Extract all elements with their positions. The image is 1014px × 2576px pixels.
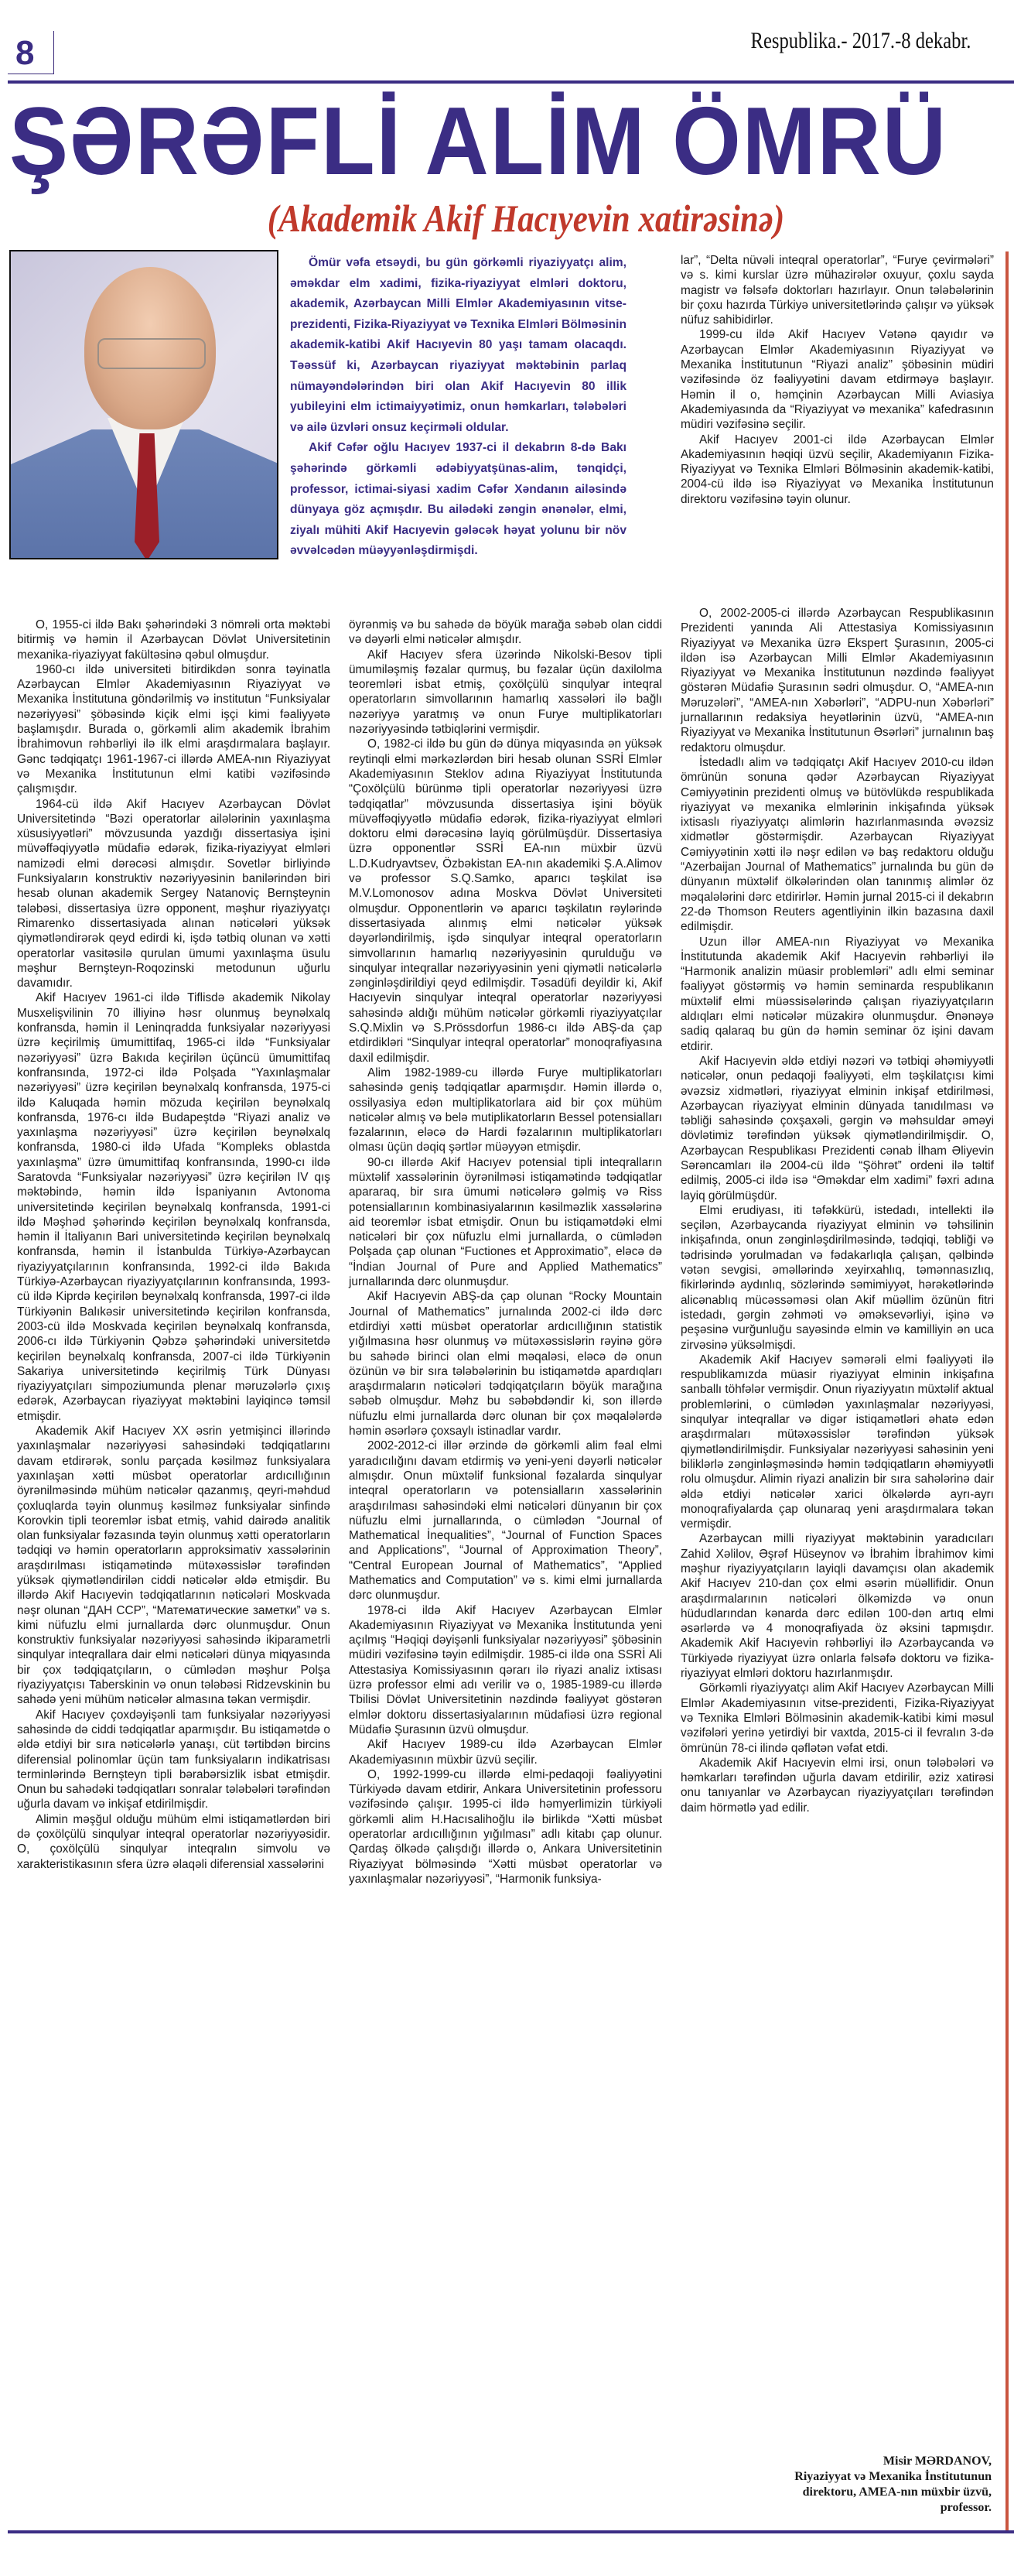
body-paragraph: Akif Hacıyev 2001-ci ildə Azərbaycan Elmlər Akademiyasının həqiqi üzvü seçilir, Akademiyanın Fizika-Riyaziyyat və Texnika Elmləri Bölməsinin akademik-katibi, 2004-cü ildə isə Riyaziyyat və Mexanika İnstitutunun direktoru vəzifəsinə təyin olunur. [681, 433, 994, 506]
body-paragraph: Görkəmli riyaziyyatçı alim Akif Hacıyev Azərbaycan Milli Elmlər Akademiyasının vitse-prezidenti, Fizika-Riyaziyyat və Texnika Elmləri Bölməsinin akademik-katibi kimi məsul vəzifələri yerinə yetirdiyi bir vaxtda, 2015-ci il fevralın 3-də ömrünün 78-ci ilində qəflətən vəfat etdi. [681, 1681, 994, 1755]
body-paragraph: Akif Hacıyev 1961-ci ildə Tiflisdə akademik Nikolay Musxelişvilinin 70 illiyinə həsr olunmuş beynəlxalq konfransda, həmin il Leninqradda funksiyalar nəzəriyyəsi üzrə keçirilmiş ümumittifaq, 1965-ci ildə “Funksiyalar nəzəriyyəsi” üzrə Bakıda keçirilən üçüncü ümumittifaq konfransında, 1972-ci ildə Polşada “Yaxınlaşmalar nəzəriyyəsi” üzrə keçirilən beynəlxalq konfransda, 1975-ci ildə Kaluqada həmin mözuda keçirilən beynəlxalq konfransda, 1976-cı ildə Budapeştdə “Riyazi analiz və yaxınlaşma nəzəriyyəsi” üzrə keçirilən beynəlxalq konfransda, 1980-ci ildə Ufada “Kompleks oblastda yaxınlaşma” üzrə ümumittifaq konfransında, 1990-cı ildə Saratovda “Funksiyalar nəzəriyyəsi” üzrə keçirilən IV qış məktəbində, həmin ildə İspaniyanın Avtonoma universitetində keçirilən beynəlxalq konfransda, 1991-ci ildə Məşhəd şəhərində keçirilən beynəlxalq konfransda, həmin il İtaliyanın Bari universitetində keçirilən beynəlxalq konfransda, həmin il İstanbulda Türkiyə-Azərbaycan riyaziyyatçılarının konfransında, 1992-ci ildə Bakıda Türkiyə-Azərbaycan riyaziyyatçılarının konfransında, 1993-cü ildə Kiprdə keçirilən beynəlxalq konfransda, 1997-ci ildə Türkiyənin Balıkəsir universitetində keçirilən konfransda, 2003-cü ildə Moskvada keçirilən beynəlxalq konfransda, 2006-cı ildə Türkiyənin Qəbzə şəhərindəki universitetdə keçirilən beynəlxalq konfransda, 2007-ci ildə Türkiyənin Sakariya universitetində keçirilmiş Türk Dünyası riyaziyyatçıları simpoziumunda plenar məruzələrlə çıxış edərək, Azərbaycan riyaziyyat məktəbini layiqincə təmsil etmişdir. [17, 991, 330, 1423]
article-subtitle: (Akademik Akif Hacıyevin xatirəsinə) [267, 197, 785, 240]
body-paragraph: O, 1982-ci ildə bu gün də dünya miqyasında ən yüksək reytinqli elmi mərkəzlərdən biri hesab olunan SSRİ Elmlər Akademiyasının Steklov adına Riyaziyyat İnstitutunda “Çoxölçülü bürünmə tipli operatorlar nəzəriyyəsi üzrə tədqiqatlar” mövzusunda dissertasiya işini böyük müvəffəqiyyətlə müdafiə edərək, fizika-riyaziyyat elmləri doktoru elmi dərəcəsinə layiq görülmüşdür. Dissertasiya üzrə opponentlər SSRİ EA-nın müxbir üzvü L.D.Kudryavtsev, Özbəkistan EA-nın akademiki Ş.A.Alimov və professor S.Q.Samko, aparıcı təşkilat isə M.V.Lomonosov adına Moskva Dövlət Universiteti olmuşdur. Opponentlərin və aparıcı təşkilatın rəylərində dissertasiyada alınmış elmi nəticələr yüksək dəyərləndirilmiş, işdə sinqulyar inteqral operatorların simvollarının hamarlıq nəzəriyyəsinin qurulduğu və sinqulyar inteqrallar nəzəriyyəsinin yeni qiymətli nəticələrlə zənginləşdirildiyi qeyd edilmişdir. Təsadüfi deyildir ki, Akif Hacıyevin sinqulyar inteqral operatorlar nəzəriyyəsi sahəsində aldığı mühüm nəticələr görkəmli riyaziyyatçılar S.Q.Mixlin və S.Prössdorfun 1986-cı ildə ABŞ-da çap etdirdikləri “Sinqulyar inteqral operatorlar” monoqrafiyasına daxil edilmişdir. [349, 737, 662, 1065]
body-paragraph: Akademik Akif Hacıyev XX əsrin yetmişinci illərində yaxınlaşmalar nəzəriyyəsi sahəsindəki tədqiqatlarını davam etdirərək, sonlu parçada kəsilməz funksiyalara yaxınlaşan xətti müsbət operatorlar ardıcıllığının öyrənilməsində mühüm nəticələr qazanmış, qeyri-məhdud çoxluqlarda təyin olunmuş kəsilməz funksiyalar sinfində Korovkin tipli teoremlər isbat etmiş, vahid dairədə analitik olan funksiyalar fəzasında təyin olunmuş xətti operatorların tədqiqi və həmin operatorların approksimativ xassələrinin araşdırılması istiqamətində mütəxəssislər tərəfindən yüksək qiymətləndirilən ciddi nəticələr əldə etmişdir. Bu illərdə Akif Hacıyevin tədqiqatlarının nəticələri Moskvada nəşr olunan “ДАН ССР”, “Математические заметки” və s. kimi nüfuzlu elmi jurnallarda dərc olunmuşdur. Onun konstruktiv funksiyalar nəzəriyyəsi sahəsində ikiparametrli sinqulyar inteqrallara dair elmi nəticələri dünya miqyasında bir çox tədqiqatçıların, o cümlədən məşhur Polşa riyaziyyatçısı Taberskinin və onun tələbəsi Ridzevskinin bu sahədə yeni mühüm nəticələr almasına təkan vermişdir. [17, 1425, 330, 1707]
body-paragraph: İstedadlı alim və tədqiqatçı Akif Hacıyev 2010-cu ildən ömrünün sonuna qədər Azərbaycan Riyaziyyat Cəmiyyətinin prezidenti olmuş və bütövlükdə respublikada riyaziyyat və mexanika elmlərinin inkişafında yüksək ixtisaslı riyaziyyatçı alimlərin hazırlanmasında əvəzsiz xidmətlər göstərmişdir. Azərbaycan Riyaziyyat Cəmiyyətinin xətti ilə nəşr edilən və baş redaktoru olduğu “Azerbaijan Journal of Mathematics” jurnalında bu gün də dünyanın müxtəlif ölkələrindən olan tanınmış alimlər öz məqalələrini dərc etdirirlər. Həmin jurnal 2015-ci il dekabrın 22-də Thomson Reuters agentliyinin ilkin bazasına daxil edilmişdir. [681, 755, 994, 934]
body-paragraph: Akif Hacıyev sfera üzərində Nikolski-Besov tipli ümumiləşmiş fəzalar qurmuş, bu fəzalar üçün daxilolma teoremləri isbat etmiş, çoxölçülü sinqulyar inteqral operatorların simvollarının hamarlıq xassələri ilə bağlı nəzəriyyə yaratmış və onun Furye multiplikatorları nəzəriyyəsində tətbiqlərini vermişdir. [349, 648, 662, 737]
publication-date: Respublika.- 2017.-8 dekabr. [750, 28, 971, 53]
top-divider [8, 80, 1014, 84]
author-name: Misir MƏRDANOV, [883, 2455, 992, 2468]
body-paragraph: Alimin məşğul olduğu mühüm elmi istiqamətlərdən biri də çoxölçülü sinqulyar inteqral operatorlar nəzəriyyəsidir. O, çoxölçülü sinqulyar inteqralın simvolu və xarakteristikasının sfera üzrə əlaqəli diferensial xassələrini [17, 1812, 330, 1871]
lead-paragraph: Ömür vəfa etsəydi, bu gün görkəmli riyaziyyatçı alim, əməkdar elm xadimi, fizika-riyaziyyat elmləri doktoru, akademik, Azərbaycan Milli Elmlər Akademiyasının vitse-prezidenti, Fizika-Riyaziyyat və Texnika Elmləri Bölməsinin akademik-katibi Akif Hacıyevin 80 yaşı tamam olacaqdı. Təəssüf ki, Azərbaycan riyaziyyat məktəbinin parlaq nümayəndələrindən biri olan Akif Hacıyevin 80 illik yubileyini elm ictimaiyyətimiz, onun həmkarları, tələbələri və ailə üzvləri onsuz keçirməli oldular. [290, 256, 626, 434]
page-number: 8 [15, 34, 35, 72]
author-title: Riyaziyyat və Mexanika İnstitutunun [794, 2470, 992, 2483]
body-paragraph: lar”, “Delta nüvəli inteqral operatorlar”, “Furye çevirmələri” və s. kimi kurslar üzrə mühazirələr oxuyur, çoxlu sayda magistr və fəlsəfə doktorları hazırlayır. Onun tələbələrinin bir çoxu hazırda Türkiyə universitetlərində çalışır və yüksək nüfuz sahibidirlər. [681, 254, 994, 327]
body-paragraph: O, 2002-2005-ci illərdə Azərbaycan Respublikasının Prezidenti yanında Ali Attestasiya Komissiyasının Riyaziyyat və Mexanika üzrə Ekspert Şurasının, 2005-ci ildən isə Azərbaycan Milli Elmlər Akademiyasının Riyaziyyat və Mexanika İnstitutunun nəzdində fəaliyyət göstərən Müdafiə Şurasının sədri olmuşdur. O, “AMEA-nın Məruzələri”, “AMEA-nın Xəbərləri”, “ADPU-nun Xəbərləri” jurnallarının redaksiya heyətlərinin üzvü, “AMEA-nın Riyaziyyat və Mexanika İnstitutunun Əsərləri” jurnalının baş redaktoru olmuşdur. [681, 607, 994, 754]
body-column-3-bottom [681, 606, 994, 1815]
body-paragraph: Akademik Akif Hacıyev səmərəli elmi fəaliyyəti ilə respublikamızda müasir riyaziyyat elminin inkişafına sanballı töhfələr vermişdir. Onun riyaziyyatın müxtəlif aktual problemlərini, o cümlədən yaxınlaşmalar nəzəriyyəsi, sinqulyar inteqrallar və digər istiqamətləri əhatə edən araşdırmaları mütəxəssislər tərəfindən yüksək qiymətləndirilmişdir. Funksiyalar nəzəriyyəsi sahəsinin yeni biliklərlə zənginləşməsində həmin tədqiqatların əhəmiyyətli rolu olmuşdur. Alimin riyazi analizin bir sıra sahələrinə dair əldə etdiyi nəticələr xarici ölkələrdə ayrı-ayrı monoqrafiyalarda çap olunaraq yeni araşdırmalara təkan vermişdir. [681, 1353, 994, 1531]
body-paragraph: Akademik Akif Hacıyevin elmi irsi, onun tələbələri və həmkarları tərəfindən uğurla davam etdirilir, əziz xatirəsi onu tanıyanlar və Azərbaycan riyaziyyatçıları tərəfindən daim hörmətlə yad edilir. [681, 1756, 994, 1815]
body-paragraph: O, 1992-1999-cu illərdə elmi-pedaqoji fəaliyyətini Türkiyədə davam etdirir, Ankara Universitetinin professoru vəzifəsində çalışır. 1995-ci ildə həmyerlimizin türkiyəli görkəmli alim H.Hacısalihoğlu ilə birlikdə “Xətti müsbət operatorlar ardıcıllığının yığılması” adlı kitabı çap olunur. Qardaş ölkədə çalışdığı illərdə o, Ankara Universitetinin Riyaziyyat bölməsində “Xətti müsbət operatorlar və yaxınlaşmalar nəzəriyyəsi”, “Harmonik funksiya- [349, 1767, 662, 1886]
body-paragraph: Azərbaycan milli riyaziyyat məktəbinin yaradıcıları Zahid Xəlilov, Əşrəf Hüseynov və İbrahim İbrahimov kimi məşhur riyaziyyatçıların layiqli davamçısı olan akademik Akif Hacıyev 210-dan çox elmi əsərin müəllifidir. Onun araşdırmalarının nəticələri ölkəmizdə və onun hüdudlarından kənarda dərc edilən 100-dən artıq elmi əsərlərdə və 4 monoqrafiyada öz əksini tapmışdır. Akademik Akif Hacıyevin rəhbərliyi ilə Azərbaycanda və Türkiyədə riyaziyyat üzrə onlarla fəlsəfə doktoru və fizika-riyaziyyat elmləri doktoru hazırlanmışdır. [681, 1532, 994, 1681]
portrait-photo [9, 250, 278, 559]
right-accent-border [1005, 251, 1009, 2530]
body-paragraph: Akif Hacıyevin ABŞ-da çap olunan “Rocky Mountain Journal of Mathematics” jurnalında 2002-ci ildə dərc etdirdiyi xətti müsbət operatorlar ardıcıllığının statistik yığılmasına həsr olunmuş və mütəxəssislərin rəyinə görə bu sahədə birinci olan elmi məqaləsi, eləcə də onun özünün və bir sıra tələbələrinin bu istiqamətdə apardıqları araşdırmaların nəticələri tədqiqatçıların böyük marağına səbəb olmuşdur. Məhz bu səbəbdəndir ki, son illərdə nüfuzlu elmi jurnallarda dərc olunan bir çox məqalələrdə həmin əsərlərə çoxsaylı istinadlar vardır. [349, 1290, 662, 1439]
body-paragraph: O, 1955-ci ildə Bakı şəhərindəki 3 nömrəli orta məktəbi bitirmiş və həmin il Azərbaycan Dövlət Universitetinin mexanika-riyaziyyat fakültəsinə qəbul olmuşdur. [17, 618, 330, 662]
body-paragraph: 90-cı illərdə Akif Hacıyev potensial tipli inteqralların müxtəlif xassələrinin öyrənilməsi istiqamətində tədqiqatlar apararaq, bir sıra ümumi nəticələrə gəlmiş və Riss potensiallarının kombinasiyalarının kəsilməzlik xassələrinə aid teoremlər isbat etmişdir. Onun bu istiqamətdəki elmi nəticələri bir çox nüfuzlu elmi jurnallarda, o cümlədən Polşada çap olunan “Fuctiones et Approximatio”, eləcə də “İndian Journal of Pure and Applied Mathematics” jurnallarında dərc olunmuşdur. [349, 1155, 662, 1289]
body-column-3-top [681, 253, 994, 507]
body-paragraph: Akif Hacıyev çoxdəyişənli tam funksiyalar nəzəriyyəsi sahəsində də ciddi tədqiqatlar aparmışdır. Bu istiqamətdə o əldə etdiyi bir sıra nəticələrlə yanaşı, cüt tərtibdən bircins diferensial polinomlar üçün tam funksiyaların indikatrisası terminlərində Bernşteyn tipli bərabərsizlik isbat etmişdir. Onun bu sahədəki tədqiqatları sonralar tələbələri tərəfindən uğurla davam və inkişaf etdirilmişdir. [17, 1708, 330, 1811]
body-paragraph: Elmi erudiyası, iti təfəkkürü, istedadı, intellekti ilə seçilən, Azərbaycanda riyaziyyat elminin və təhsilinin inkişafında, onun zənginləşdirilməsində, tədqiqi, təbliği və tədrisində yorulmadan və fədakarlıqla çalışan, qəlbində vətən sevgisi, əməllərində xeyirxahlıq, təmənnasızlıq, fikirlərində aydınlıq, sözlərində səmimiyyət, hərəkətlərində alicənablıq mücəssəməsi olan Akif müəllim özünün fitri istedadı, gərgin zəhməti və əməksevərliyi, işinə və peşəsinə vurğunluğu sayəsində elmin və kamilliyin ən uca zirvəsinə yüksəlmişdi. [681, 1203, 994, 1352]
body-paragraph: 1964-cü ildə Akif Hacıyev Azərbaycan Dövlət Universitetində “Bəzi operatorlar ailələrinin yaxınlaşma xüsusiyyətləri” mövzusunda yazdığı dissertasiya işini müvəffəqiyyətlə müdafiə edərək, fizika-riyaziyyat elmləri namizədi elmi dərəcəsi almışdır. Sovetlər birliyində Funksiyaların konstruktiv nəzəriyyəsinin banilərindən biri hesab olunan akademik Sergey Natanoviç Bernşteynin tələbəsi, dissertasiya üzrə opponent, məşhur riyaziyyatçı Rimarenko dissertasiyada alınan nəticələri yüksək qiymətləndirərək qeyd edirdi ki, işdə tətbiq olunan və xətti operatorlar vasitəsilə qurulan ümumi yaxınlaşma üsulu məşhur Bernşteyn-Roqozinski metodunun uğurlu davamıdır. [17, 797, 330, 990]
body-paragraph: 1999-cu ildə Akif Hacıyev Vətənə qayıdır və Azərbaycan Elmlər Akademiyasının Riyaziyyat və Mexanika İnstitutunun “Riyazi analiz” şöbəsinin müdiri vəzifəsində öz fəaliyyətini davam etdirməyə başlayır. Həmin il o, həmçinin Azərbaycan Milli Aviasiya Akademiyasında da “Riyaziyyat və mexanika” kafedrasının müdiri vəzifəsinə seçilir. [681, 328, 994, 432]
author-signature [794, 2454, 992, 2516]
portrait-glasses [97, 338, 206, 369]
body-paragraph: Alim 1982-1989-cu illərdə Furye multiplikatorları sahəsində geniş tədqiqatlar aparmışdır. Həmin illərdə o, ossilyasiya edən multiplikatorlara aid bir çox mühüm nəticələr almış və belə mutiplikatorların Bessel potensialları fəzalarının, eləcə də Hardi fəzalarının multiplikatorları olması üçün dəqiq şərtlər müəyyən etmişdir. [349, 1066, 662, 1155]
article-headline: ŞƏRƏFLİ ALİM ÖMRÜ [9, 88, 947, 195]
body-paragraph: Uzun illər AMEA-nın Riyaziyyat və Mexanika İnstitutunda akademik Akif Hacıyevin rəhbərliyi ilə “Harmonik analizin müasir problemləri” adlı elmi seminar fəaliyyət göstərmiş və həmin seminarda respublikanın müxtəlif elmi müəssisələrində çalışan riyaziyyatçıların aldıqları elmi nəticələr müzakirə olunmuşdur. Ənənəyə sadiq qalaraq bu gün də həmin seminar öz işini davam etdirir. [681, 935, 994, 1053]
body-column-2 [349, 617, 662, 1887]
lead-paragraph: Akif Cəfər oğlu Hacıyev 1937-ci il dekabrın 8-də Bakı şəhərində görkəmli ədəbiyyatşünas-alim, tənqidçi, professor, ictimai-siyasi xadim Cəfər Xəndanın ailəsində dünyaya göz açmışdır. Bu ailədəki zəngin ənənələr, elmi, ziyalı mühiti Akif Hacıyevin gələcək həyat yolunu bir növ əvvəlcədən müəyyənləşdirmişdi. [290, 441, 626, 558]
body-paragraph: 1978-ci ildə Akif Hacıyev Azərbaycan Elmlər Akademiyasının Riyaziyyat və Mexanika İnstitutunda yeni açılmış “Həqiqi dəyişənli funksiyalar nəzəriyyəsi” şöbəsinin müdiri vəzifəsinə təyin edilmişdir. 1985-ci ildə ona SSRİ Ali Attestasiya Komissiyasının qərarı ilə riyazi analiz ixtisası üzrə professor elmi adı verilir və o, 1985-1989-cu illərdə Tbilisi Dövlət Universitetinin nəzdində fəaliyyət göstərən elmlər doktoru dissertasiyalarının müdafiəsi üzrə regional Müdafiə Şurasının üzvü olmuşdur. [349, 1603, 662, 1736]
body-column-1 [17, 617, 330, 1872]
bottom-divider [8, 2530, 1014, 2533]
body-paragraph: Akif Hacıyev 1989-cu ildə Azərbaycan Elmlər Akademiyasının müxbir üzvü seçilir. [349, 1738, 662, 1767]
body-paragraph: 1960-cı ildə universiteti bitirdikdən sonra təyinatla Azərbaycan Elmlər Akademiyasının Riyaziyyat və Mexanika İnstitutuna göndərilmiş və institutun “Funksiyalar nəzəriyyəsi” şöbəsində kiçik elmi işçi kimi fəaliyyətə başlamışdır. Burada o, görkəmli alim akademik İbrahim İbrahimovun rəhbərliyi ilə ilk elmi araşdırmalara başlayır. Gənc tədqiqatçı 1961-1967-ci illərdə AMEA-nın Riyaziyyat və Mexanika İnstitutunun elmi katibi vəzifəsində çalışmışdır. [17, 662, 330, 796]
body-paragraph: 2002-2012-ci illər ərzində də görkəmli alim fəal elmi yaradıcılığını davam etdirmiş və yeni-yeni dəyərli nəticələr almışdır. Onun müxtəlif funksional fəzalarda sinqulyar inteqral operatorların və potensialların xassələrinin araşdırılması sahəsindəki elmi nəticələri dünyanın bir çox nüfuzlu elmi jurnallarında, o cümlədən “Journal of Mathematical İnequalities”, “Journal of Function Spaces and Applications”, “Journal of Approximation Theory”, “Central European Journal of Mathematics”, “Applied Mathematics and Computation” və s. kimi elmi jurnallarda dərc olunmuşdur. [349, 1439, 662, 1603]
body-paragraph: öyrənmiş və bu sahədə də böyük marağa səbəb olan ciddi və dəyərli elmi nəticələr almışdır. [349, 618, 662, 647]
author-title: professor. [940, 2501, 992, 2514]
body-paragraph: Akif Hacıyevin əldə etdiyi nəzəri və tətbiqi əhəmiyyətli nəticələr, onun pedaqoji fəaliyyəti, elm təşkilatçısı kimi əvəzsiz xidmətləri, riyaziyyat elminin inkişaf etdirilməsi, Azərbaycan riyaziyyat elminin dünyada tanıdılması və təbliği sahəsində çoxşaxəli, gərgin və məhsuldar əməyi dövlətimiz tərəfindən yüksək qiymətləndirilmişdir. O, Azərbaycan Respublikası Prezidenti cənab İlham Əliyevin Sərəncamları ilə 2004-cü ildə “Şöhrət” ordeni ilə təltif edilmiş, 2005-ci ildə isə “Əməkdar elm xadimi” fəxri adına layiq görülmüşdür. [681, 1054, 994, 1202]
article-lead [290, 253, 626, 562]
author-title: direktoru, AMEA-nın müxbir üzvü, [802, 2485, 992, 2499]
